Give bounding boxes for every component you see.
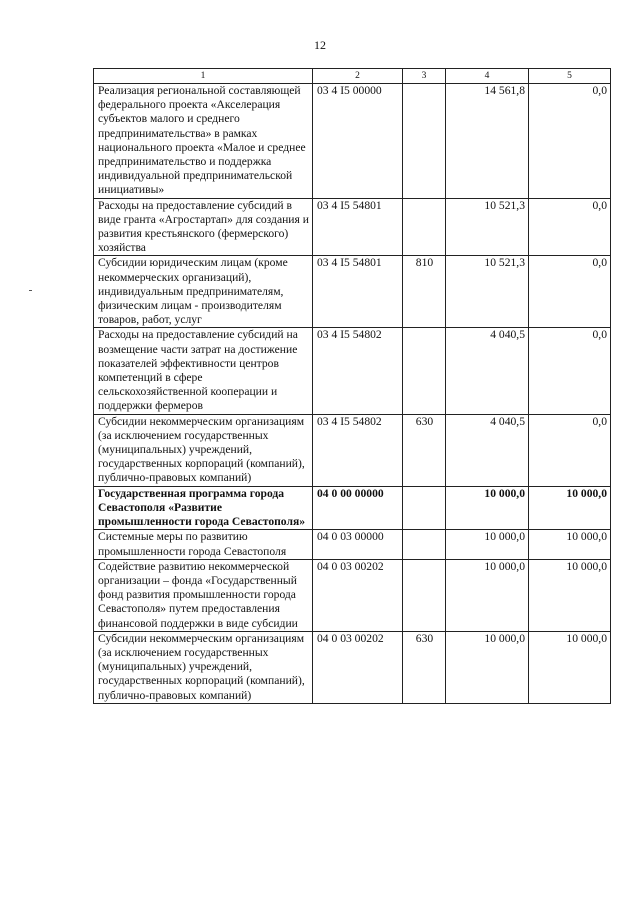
header-col-3: 3	[403, 69, 446, 84]
row-sum-1: 10 521,3	[446, 256, 529, 328]
row-name: Государственная программа города Севастополя «Развитие промышленности города Севастополя»	[94, 486, 313, 530]
row-name: Субсидии юридическим лицам (кроме некоммерческих организаций), индивидуальным предпринимателям, физическим лицам - производителям товаров, работ, услуг	[94, 256, 313, 328]
row-code: 03 4 I5 54802	[313, 414, 403, 486]
row-sum-1: 4 040,5	[446, 328, 529, 414]
row-name: Реализация региональной составляющей федерального проекта «Акселерация субъектов малого и среднего предпринимательства» в рамках национального проекта «Малое и среднее предпринимательство и поддержка индивидуальной предпринимательской инициативы»	[94, 84, 313, 199]
row-code: 03 4 I5 54801	[313, 198, 403, 256]
row-sum-1: 10 000,0	[446, 559, 529, 631]
table-row	[94, 631, 611, 703]
row-sum-2: 0,0	[529, 84, 611, 199]
row-code: 03 4 I5 54801	[313, 256, 403, 328]
table-row	[94, 328, 611, 414]
budget-table	[93, 68, 611, 704]
row-sum-1: 10 000,0	[446, 530, 529, 559]
scan-mark	[29, 290, 32, 291]
row-code: 04 0 03 00000	[313, 530, 403, 559]
row-expense-type: 630	[403, 414, 446, 486]
row-code: 04 0 03 00202	[313, 631, 403, 703]
row-sum-2: 0,0	[529, 414, 611, 486]
row-sum-1: 10 000,0	[446, 631, 529, 703]
header-col-1: 1	[94, 69, 313, 84]
table-row	[94, 559, 611, 631]
row-sum-1: 10 000,0	[446, 486, 529, 530]
row-name: Расходы на предоставление субсидий на возмещение части затрат на достижение показателей эффективности центров компетенций в сфере сельскохозяйственной кооперации и поддержки фермеров	[94, 328, 313, 414]
table-row	[94, 256, 611, 328]
row-expense-type	[403, 198, 446, 256]
row-sum-2: 10 000,0	[529, 486, 611, 530]
row-sum-1: 14 561,8	[446, 84, 529, 199]
row-expense-type	[403, 530, 446, 559]
row-expense-type: 810	[403, 256, 446, 328]
row-sum-2: 0,0	[529, 328, 611, 414]
row-sum-1: 4 040,5	[446, 414, 529, 486]
table-row-program	[94, 486, 611, 530]
row-sum-1: 10 521,3	[446, 198, 529, 256]
row-sum-2: 0,0	[529, 256, 611, 328]
row-expense-type	[403, 84, 446, 199]
row-name: Расходы на предоставление субсидий в виде гранта «Агростартап» для создания и развития крестьянского (фермерского) хозяйства	[94, 198, 313, 256]
row-expense-type	[403, 559, 446, 631]
row-code: 04 0 00 00000	[313, 486, 403, 530]
row-code: 03 4 I5 00000	[313, 84, 403, 199]
row-name: Содействие развитию некоммерческой организации – фонда «Государственный фонд развития промышленности города Севастополя» путем предоставления финансовой поддержки в виде субсидии	[94, 559, 313, 631]
row-name: Субсидии некоммерческим организациям (за исключением государственных (муниципальных) учреждений, государственных корпораций (компаний), публично-правовых компаний)	[94, 631, 313, 703]
table-row	[94, 84, 611, 199]
table-row	[94, 530, 611, 559]
header-row	[94, 69, 611, 84]
header-col-5: 5	[529, 69, 611, 84]
row-sum-2: 10 000,0	[529, 559, 611, 631]
row-name: Субсидии некоммерческим организациям (за исключением государственных (муниципальных) учреждений, государственных корпораций (компаний), публично-правовых компаний)	[94, 414, 313, 486]
header-col-2: 2	[313, 69, 403, 84]
row-expense-type: 630	[403, 631, 446, 703]
row-name: Системные меры по развитию промышленности города Севастополя	[94, 530, 313, 559]
row-sum-2: 10 000,0	[529, 631, 611, 703]
row-code: 03 4 I5 54802	[313, 328, 403, 414]
row-code: 04 0 03 00202	[313, 559, 403, 631]
header-col-4: 4	[446, 69, 529, 84]
row-sum-2: 0,0	[529, 198, 611, 256]
row-expense-type	[403, 486, 446, 530]
row-expense-type	[403, 328, 446, 414]
table-row	[94, 414, 611, 486]
page-number: 12	[314, 38, 326, 52]
table-row	[94, 198, 611, 256]
row-sum-2: 10 000,0	[529, 530, 611, 559]
